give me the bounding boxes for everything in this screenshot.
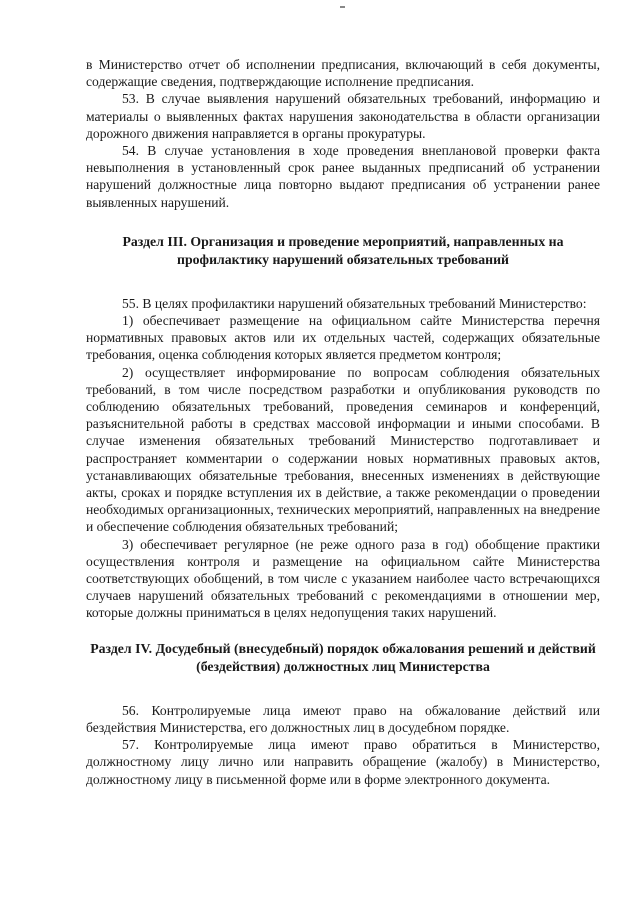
top-paragraphs xyxy=(86,56,600,211)
paragraph-57: 57. Контролируемые лица имеют право обратиться в Министерство, должностному лицу лично или направить обращение (жалобу) в Министерство, должностному лицу в письменной форме или в форме электронного документа. xyxy=(86,737,600,787)
section-4 xyxy=(86,640,600,788)
document-body xyxy=(86,56,600,788)
paragraph-53: 53. В случае выявления нарушений обязательных требований, информацию и материалы о выявленных фактах нарушения законодательства в области организации дорожного движения направляется в органы прокуратуры. xyxy=(86,91,600,141)
paragraph-55: 55. В целях профилактики нарушений обязательных требований Министерство: xyxy=(122,295,587,311)
scan-artifact xyxy=(340,6,345,8)
paragraph-55-item-2: 2) осуществляет информирование по вопросам соблюдения обязательных требований, в том числе посредством разработки и опубликования руководств по соблюдению обязательных требований, проведения семинаров и конференций, разъяснительной работы в средствах массовой информации и иными способами. В случае изменения обязательных требований Министерство подготавливает и распространяет комментарии о содержании новых нормативных правовых актов, устанавливающих обязательные требования, внесенных изменениях в действующие акты, сроках и порядке вступления их в действие, а также рекомендации о проведении необходимых организационных, технических мероприятий, направленных на внедрение и обеспечение соблюдения обязательных требований; xyxy=(86,364,600,535)
paragraph-55-item-1: 1) обеспечивает размещение на официальном сайте Министерства перечня нормативных правовых актов или их отдельных частей, содержащих обязательные требования, оценка соблюдения которых является предметом контроля; xyxy=(86,313,600,363)
paragraph-55-item-3: 3) обеспечивает регулярное (не реже одного раза в год) обобщение практики осуществления контроля и размещение на официальном сайте Министерства соответствующих обобщений, в том числе с указанием наиболее часто встречающихся случаев нарушений обязательных требований с рекомендациями в отношении мер, которые должны приниматься в целях недопущения таких нарушений. xyxy=(86,536,600,621)
section-3-title: Раздел III. Организация и проведение мероприятий, направленных на профилактику нарушений обязательных требований xyxy=(122,233,564,267)
section-3 xyxy=(86,233,600,622)
paragraph-54: 54. В случае установления в ходе проведения внеплановой проверки факта невыполнения в установленный срок ранее выданных предписаний об устранении нарушений должностные лица повторно выдают предписания об устранении ранее выявленных нарушений. xyxy=(86,143,600,210)
paragraph-56: 56. Контролируемые лица имеют право на обжалование действий или бездействия Министерства, его должностных лиц в досудебном порядке. xyxy=(86,702,600,735)
paragraph-52-continuation: в Министерство отчет об исполнении предписания, включающий в себя документы, содержащие сведения, подтверждающие исполнение предписания. xyxy=(86,57,600,90)
section-4-title: Раздел IV. Досудебный (внесудебный) порядок обжалования решений и действий (бездействия) должностных лиц Министерства xyxy=(90,640,596,674)
